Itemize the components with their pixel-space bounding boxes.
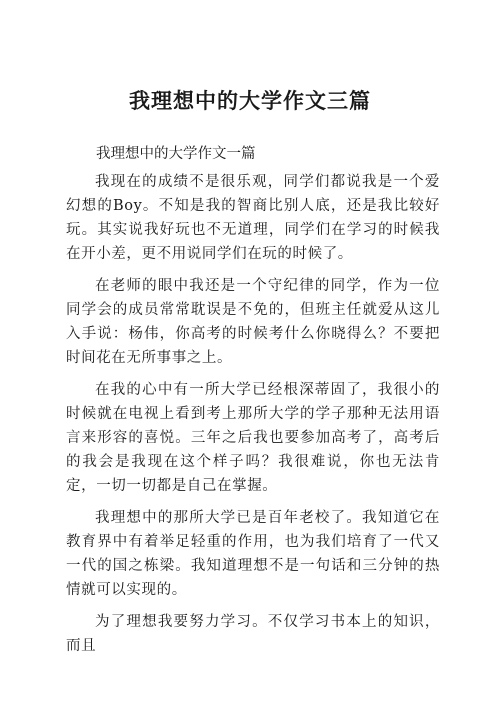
paragraph-4: 我理想中的那所大学已是百年老校了。我知道它在教育界中有着举足轻重的作用，也为我们培育了一代又一代的国之栋梁。我知道理想不是一句话和三分钟的热情就可以实现的。 <box>66 510 440 598</box>
paragraph-2: 在老师的眼中我还是一个守纪律的同学，作为一位同学会的成员常常耽误是不免的，但班主任就爱从这儿入手说：杨伟，你高考的时候考什么你晓得么？不要把时间花在无所事事之上。 <box>66 278 440 366</box>
paragraph-5: 为了理想我要努力学习。不仅学习书本上的知识，而且 <box>66 614 440 654</box>
document-title: 我理想中的大学作文三篇 <box>129 88 371 113</box>
paragraph-3: 在我的心中有一所大学已经根深蒂固了，我很小的时候就在电视上看到考上那所大学的学子那种无法用语言来形容的喜悦。三年之后我也要参加高考了，高考后的我会是我现在这个样子吗？我很难说，你也无法肯定，一切一切都是自己在掌握。 <box>66 382 440 494</box>
section-heading: 我理想中的大学作文一篇 <box>96 146 256 162</box>
paragraph-1: 我现在的成绩不是很乐观，同学们都说我是一个爱幻想的Boy。不知是我的智商比别人底，还是我比较好玩。其实说我好玩也不无道理，同学们在学习的时候我在开小差，更不用说同学们在玩的时候了。 <box>66 174 440 262</box>
document-body <box>66 138 440 658</box>
